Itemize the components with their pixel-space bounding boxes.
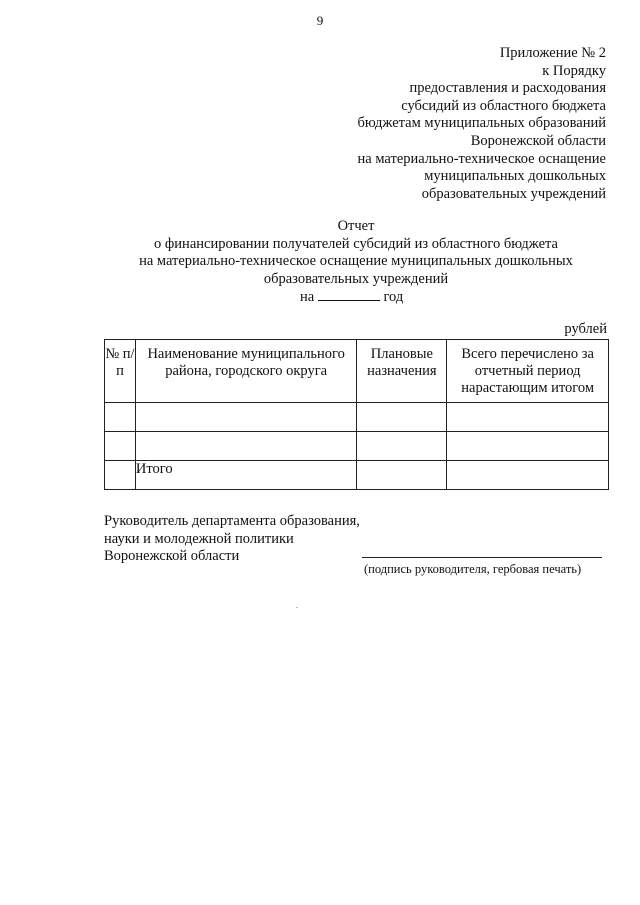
table-cell[interactable] [135,403,356,432]
table-cell[interactable] [105,403,136,432]
report-table [104,339,609,490]
page-number: 9 [316,13,324,28]
currency-unit: рублей [564,321,607,337]
table-header-row [105,340,609,403]
header-num: № п/п [105,340,136,403]
scan-artifact [296,607,298,608]
appendix-line: субсидий из областного бюджета [401,97,606,114]
appendix-block [358,45,606,203]
total-plan-cell[interactable] [357,461,447,490]
signer-line: Воронежской области [104,548,240,565]
report-period [300,288,403,306]
header-plan: Плановые назначения [357,340,447,403]
header-name: Наименование муниципального района, городского округа [135,340,356,403]
total-label: Итого [135,461,356,490]
table-cell[interactable] [447,432,609,461]
period-prefix: на [300,289,315,305]
table-row [105,403,609,432]
signer-line: Руководитель департамента образования, [104,513,360,529]
appendix-line: образовательных учреждений [421,185,606,202]
report-title-line: образовательных учреждений [263,270,449,287]
signer-line: науки и молодежной политики [104,530,294,547]
period-suffix: год [383,289,404,305]
table-cell[interactable] [135,432,356,461]
table-cell[interactable] [447,403,609,432]
table-total-row [105,461,609,490]
total-sum-cell[interactable] [447,461,609,490]
appendix-line: к Порядку [542,62,606,79]
table-cell[interactable] [105,432,136,461]
appendix-line: Воронежской области [470,132,606,149]
table-cell[interactable] [357,403,447,432]
table-cell [105,461,136,490]
header-total: Всего перечислено за отчетный период нарастающим итогом [447,340,609,403]
table-cell[interactable] [357,432,447,461]
appendix-line: муниципальных дошкольных [424,168,606,185]
period-year-field[interactable] [318,288,380,301]
appendix-line: на материально-техническое оснащение [357,150,606,167]
report-title-line: о финансировании получателей субсидий из областного бюджета [154,235,558,252]
report-title [0,218,640,288]
appendix-line: бюджетам муниципальных образований [357,115,606,132]
signer-block [104,513,360,566]
signature-caption: (подпись руководителя, гербовая печать) [364,562,582,576]
table-row [105,432,609,461]
appendix-line: Приложение № 2 [499,45,606,61]
appendix-line: предоставления и расходования [409,80,606,97]
signature-line[interactable] [362,557,602,558]
report-title-line: на материально-техническое оснащение муниципальных дошкольных [139,253,573,270]
report-title-line: Отчет [337,218,375,234]
